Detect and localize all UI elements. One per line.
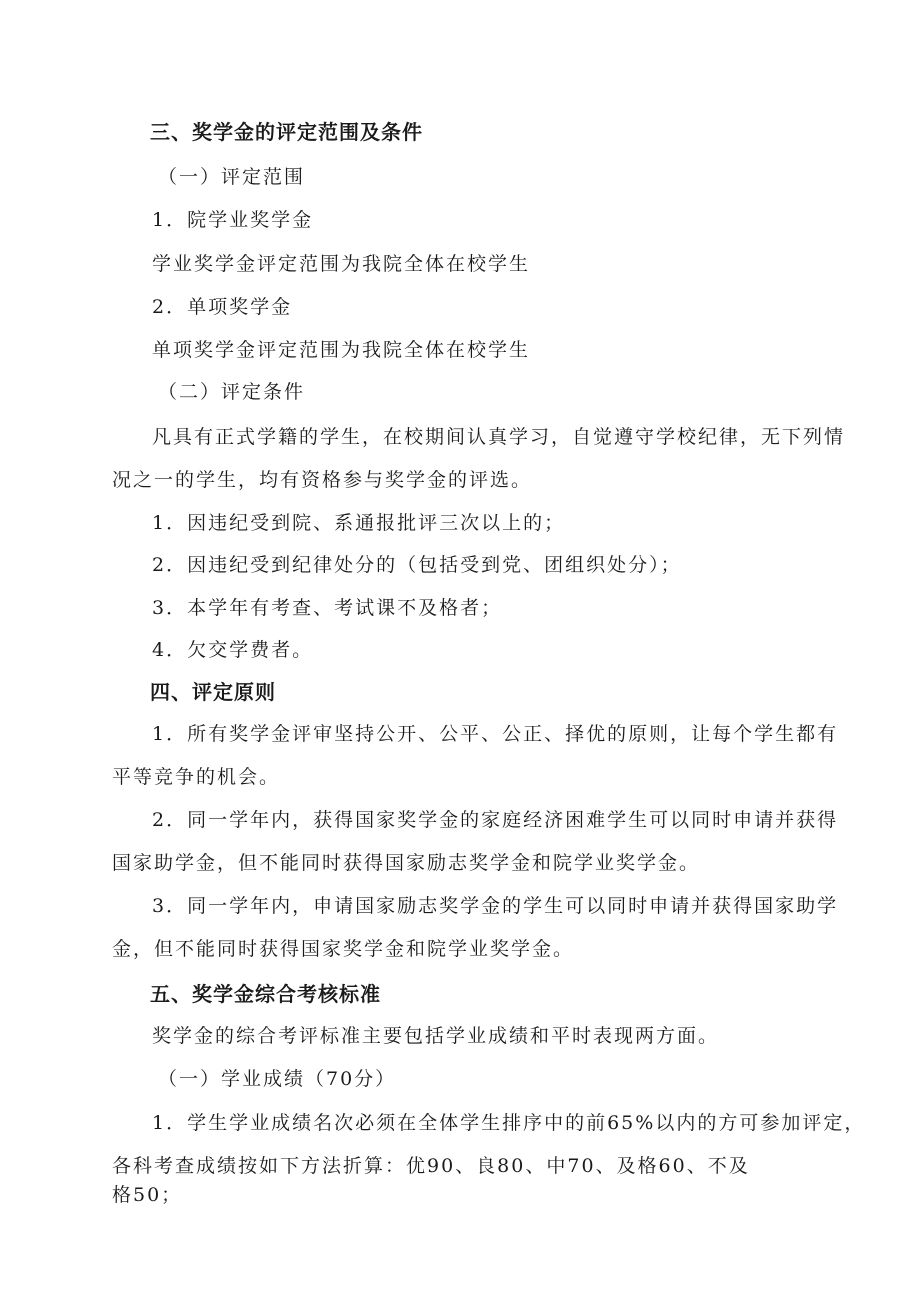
item-1-title: 1．院学业奖学金 — [152, 209, 314, 231]
principle-3-line-1: 3．同一学年内，申请国家励志奖学金的学生可以同时申请并获得国家助学 — [152, 895, 839, 917]
section-5-heading: 五、奖学金综合考核标准 — [150, 982, 381, 1006]
scope-subheading: （一）评定范围 — [158, 166, 306, 188]
principle-1-line-2: 平等竞争的机会。 — [112, 766, 281, 788]
principle-2-line-2: 国家助学金，但不能同时获得国家励志奖学金和院学业奖学金。 — [112, 852, 701, 874]
principle-3-line-2: 金，但不能同时获得国家奖学金和院学业奖学金。 — [112, 938, 575, 960]
item-1-text: 学业奖学金评定范围为我院全体在校学生 — [152, 253, 531, 275]
principle-1-line-1: 1．所有奖学金评审坚持公开、公平、公正、择优的原则，让每个学生都有 — [152, 723, 839, 745]
principle-2-line-1: 2．同一学年内，获得国家奖学金的家庭经济困难学生可以同时申请并获得 — [152, 809, 839, 831]
condition-2: 2．因违纪受到纪律处分的（包括受到党、团组织处分）； — [152, 554, 682, 576]
academic-rule-line-2: 各科考查成绩按如下方法折算：优90、良80、中70、及格60、不及 — [112, 1155, 750, 1177]
condition-1: 1．因违纪受到院、系通报批评三次以上的； — [152, 512, 566, 534]
condition-4: 4．欠交学费者。 — [152, 639, 314, 661]
conditions-intro-line-2: 况之一的学生，均有资格参与奖学金的评选。 — [112, 469, 533, 491]
condition-3: 3．本学年有考查、考试课不及格者； — [152, 597, 503, 619]
item-2-text: 单项奖学金评定范围为我院全体在校学生 — [152, 339, 531, 361]
academic-rule-line-3: 格50； — [112, 1184, 183, 1206]
academic-rule-line-1: 1．学生学业成绩名次必须在全体学生排序中的前65%以内的方可参加评定， — [152, 1112, 866, 1134]
conditions-subheading: （二）评定条件 — [158, 381, 306, 403]
academic-subheading: （一）学业成绩（70分） — [158, 1068, 397, 1090]
item-2-title: 2．单项奖学金 — [152, 296, 293, 318]
section-4-heading: 四、评定原则 — [150, 680, 276, 704]
conditions-intro-line-1: 凡具有正式学籍的学生，在校期间认真学习，自觉遵守学校纪律，无下列情 — [152, 426, 846, 448]
section-5-intro: 奖学金的综合考评标准主要包括学业成绩和平时表现两方面。 — [152, 1025, 720, 1047]
section-3-heading: 三、奖学金的评定范围及条件 — [150, 120, 423, 144]
